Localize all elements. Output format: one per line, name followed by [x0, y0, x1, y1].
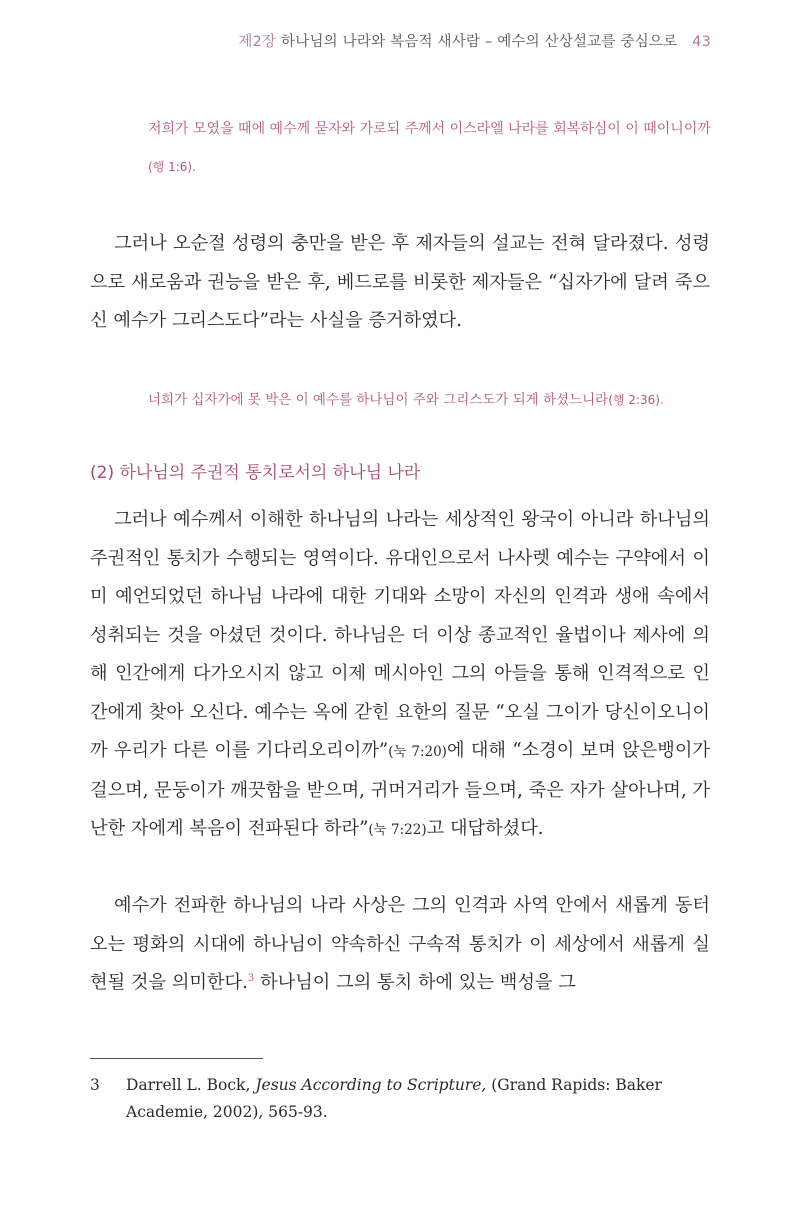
scripture-reference: (눅 7:22) [368, 822, 427, 838]
scripture-reference: (눅 7:20) [388, 744, 447, 760]
quote-text: 너희가 십자가에 못 박은 이 예수를 하나님이 주와 그리스도가 되게 하셨느니라 [148, 392, 609, 408]
footnote-details: (Grand Rapids: Baker Academie, 2002), 565-93. [126, 1076, 662, 1121]
quote-reference: (행 1:6). [148, 160, 196, 174]
footnote [90, 1072, 710, 1126]
paragraph-text: 에 대해 “소경이 보며 앉은뱅이가 걸으며, 문둥이가 깨끗함을 받으며, 귀머거리가 들으며, 죽은 자가 살아나며, 가난한 자에게 복음이 전파된다 하라” [90, 740, 711, 839]
section-heading: (2) 하나님의 주권적 통치로서의 하나님 나라 [90, 463, 421, 483]
running-header [238, 30, 711, 51]
footnote-number: 3 [90, 1076, 100, 1094]
paragraph-text: 고 대답하셨다. [426, 818, 544, 839]
chapter-label: 제2장 [238, 34, 277, 50]
footnote-marker[interactable]: 3 [247, 973, 255, 984]
quote-reference: (행 2:36). [608, 393, 664, 407]
footnote-book-title: Jesus According to Scripture, [255, 1076, 487, 1094]
body-paragraph-1: 그러나 오순절 성령의 충만을 받은 후 제자들의 설교는 전혀 달라졌다. 성령으로 새로움과 권능을 받은 후, 베드로를 비롯한 제자들은 “십자가에 달려 죽으신 예수가 그리스도다”라는 사실을 증거하였다. [90, 233, 710, 331]
page-number: 43 [692, 34, 711, 50]
paragraph-text: 그러나 예수께서 이해한 하나님의 나라는 세상적인 왕국이 아니라 하나님의 주권적인 통치가 수행되는 영역이다. 유대인으로서 나사렛 예수는 구약에서 이미 예언되었던 하나님 나라에 대한 기대와 소망이 자신의 인격과 생애 속에서 성취되는 것을 아셨던 것이다. 하나님은 더 이상 종교적인 율법이나 제사에 의해 인간에게 다가오시지 않고 이제 메시아인 그의 아들을 통해 인격적으로 인간에게 찾아 오신다. 예수는 옥에 갇힌 요한의 질문 “오실 그이가 당신이오니이까 우리가 다른 이를 기다리오리이까” [90, 509, 710, 761]
paragraph-text: 예수가 전파한 하나님의 나라 사상은 그의 인격과 사역 안에서 새롭게 동터오는 평화의 시대에 하나님이 약속하신 구속적 통치가 이 세상에서 새롭게 실현될 것을 의미한다. [90, 895, 710, 993]
body-paragraph-3 [90, 887, 710, 1003]
body-paragraph-2 [90, 501, 710, 850]
paragraph-text: 하나님이 그의 통치 하에 있는 백성을 그 [254, 972, 576, 993]
scripture-quote-acts-2-36 [148, 381, 728, 419]
quote-text: 저희가 모였을 때에 예수께 묻자와 가로되 주께서 이스라엘 나라를 회복하심이 이 때이니이까 [148, 121, 711, 137]
chapter-title: 하나님의 나라와 복음적 새사람 – 예수의 산상설교를 중심으로 [281, 34, 678, 50]
footnote-text [126, 1072, 710, 1126]
footnote-author: Darrell L. Bock, [126, 1076, 256, 1094]
footnote-divider [90, 1058, 263, 1059]
scripture-quote-acts-1-6 [148, 110, 718, 186]
